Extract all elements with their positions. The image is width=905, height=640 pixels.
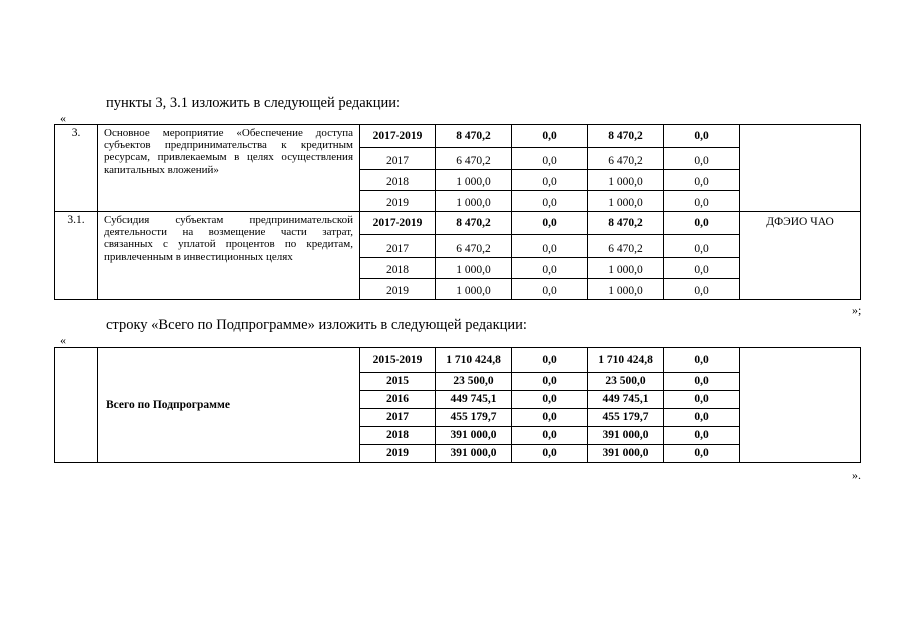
item-3-1-col3: 8 470,2 [588,212,664,235]
total-row-period-total [55,348,861,373]
total-sum: 1 710 424,8 [436,348,512,373]
item-3-1-row-period-total [55,212,861,235]
item-3-col4: 0,0 [664,148,740,170]
total-col3: 391 000,0 [588,445,664,463]
item-3-total: 1 000,0 [436,170,512,191]
item-3-1-period: 2017-2019 [360,212,436,235]
open-quote-2: « [60,333,66,347]
item-3-1-total: 1 000,0 [436,258,512,279]
item-3-1-col2: 0,0 [512,258,588,279]
item-3-col2: 0,0 [512,191,588,212]
total-sum: 23 500,0 [436,373,512,391]
item-3-period: 2018 [360,170,436,191]
total-sum: 449 745,1 [436,391,512,409]
item-3-col4: 0,0 [664,191,740,212]
item-3-period: 2017-2019 [360,125,436,148]
item-3-col3: 1 000,0 [588,170,664,191]
item-3-description: Основное мероприятие «Обеспечение доступа субъектов предпринимательства к кредитным ресурсам, привлекаемым в целях осуществления капитальных вложений» [98,125,360,212]
total-period: 2015 [360,373,436,391]
item-3-1-col4: 0,0 [664,258,740,279]
item-3-col4: 0,0 [664,125,740,148]
total-col4: 0,0 [664,409,740,427]
intro-paragraph-2: строку «Всего по Подпрограмме» изложить в следующей редакции: [106,317,527,333]
item-3-total: 6 470,2 [436,148,512,170]
total-col2: 0,0 [512,445,588,463]
item-3-1-period: 2019 [360,279,436,300]
item-3-col3: 1 000,0 [588,191,664,212]
total-period: 2018 [360,427,436,445]
item-3-1-col3: 6 470,2 [588,235,664,258]
total-period: 2017 [360,409,436,427]
item-3-executor [740,125,861,212]
total-col3: 449 745,1 [588,391,664,409]
item-3-1-period: 2017 [360,235,436,258]
item-3-total: 8 470,2 [436,125,512,148]
item-3-col3: 8 470,2 [588,125,664,148]
item-3-1-total: 1 000,0 [436,279,512,300]
total-sum: 391 000,0 [436,427,512,445]
item-3-1-col4: 0,0 [664,235,740,258]
total-col4: 0,0 [664,427,740,445]
total-number-cell [55,348,98,463]
item-3-period: 2017 [360,148,436,170]
total-col4: 0,0 [664,348,740,373]
item-3-1-col2: 0,0 [512,279,588,300]
total-period: 2015-2019 [360,348,436,373]
item-3-col2: 0,0 [512,125,588,148]
item-3-1-executor: ДФЭИО ЧАО [740,212,861,300]
total-col2: 0,0 [512,348,588,373]
item-3-row-period-total [55,125,861,148]
total-col2: 0,0 [512,373,588,391]
item-3-table [54,124,861,212]
item-3-1-col4: 0,0 [664,212,740,235]
total-col4: 0,0 [664,391,740,409]
item-3-1-col2: 0,0 [512,235,588,258]
intro-paragraph-1: пункты 3, 3.1 изложить в следующей редакции: [106,95,401,111]
item-3-1-col2: 0,0 [512,212,588,235]
total-period: 2019 [360,445,436,463]
item-3-number: 3. [55,125,98,212]
item-3-col4: 0,0 [664,170,740,191]
total-executor-cell [740,348,861,463]
total-col2: 0,0 [512,391,588,409]
total-col2: 0,0 [512,409,588,427]
total-col4: 0,0 [664,445,740,463]
item-3-period: 2019 [360,191,436,212]
close-quote-2: ». [852,468,861,482]
item-3-col2: 0,0 [512,170,588,191]
total-label: Всего по Подпрограмме [98,348,360,463]
item-3-1-col4: 0,0 [664,279,740,300]
total-col4: 0,0 [664,373,740,391]
total-col3: 391 000,0 [588,427,664,445]
item-3-total: 1 000,0 [436,191,512,212]
item-3-1-table [54,211,861,300]
item-3-1-period: 2018 [360,258,436,279]
item-3-1-col3: 1 000,0 [588,258,664,279]
item-3-col3: 6 470,2 [588,148,664,170]
total-sum: 391 000,0 [436,445,512,463]
item-3-1-total: 6 470,2 [436,235,512,258]
close-quote-1: »; [852,303,862,317]
subprogram-total-table [54,347,861,463]
open-quote-1: « [60,111,66,125]
item-3-1-number: 3.1. [55,212,98,300]
item-3-col2: 0,0 [512,148,588,170]
total-period: 2016 [360,391,436,409]
total-col3: 23 500,0 [588,373,664,391]
total-col3: 455 179,7 [588,409,664,427]
total-col2: 0,0 [512,427,588,445]
total-sum: 455 179,7 [436,409,512,427]
total-col3: 1 710 424,8 [588,348,664,373]
item-3-1-description: Субсидия субъектам предпринимательской деятельности на возмещение части затрат, связанных с уплатой процентов по кредитам, привлеченным в инвестиционных целях [98,212,360,300]
item-3-1-col3: 1 000,0 [588,279,664,300]
item-3-1-total: 8 470,2 [436,212,512,235]
